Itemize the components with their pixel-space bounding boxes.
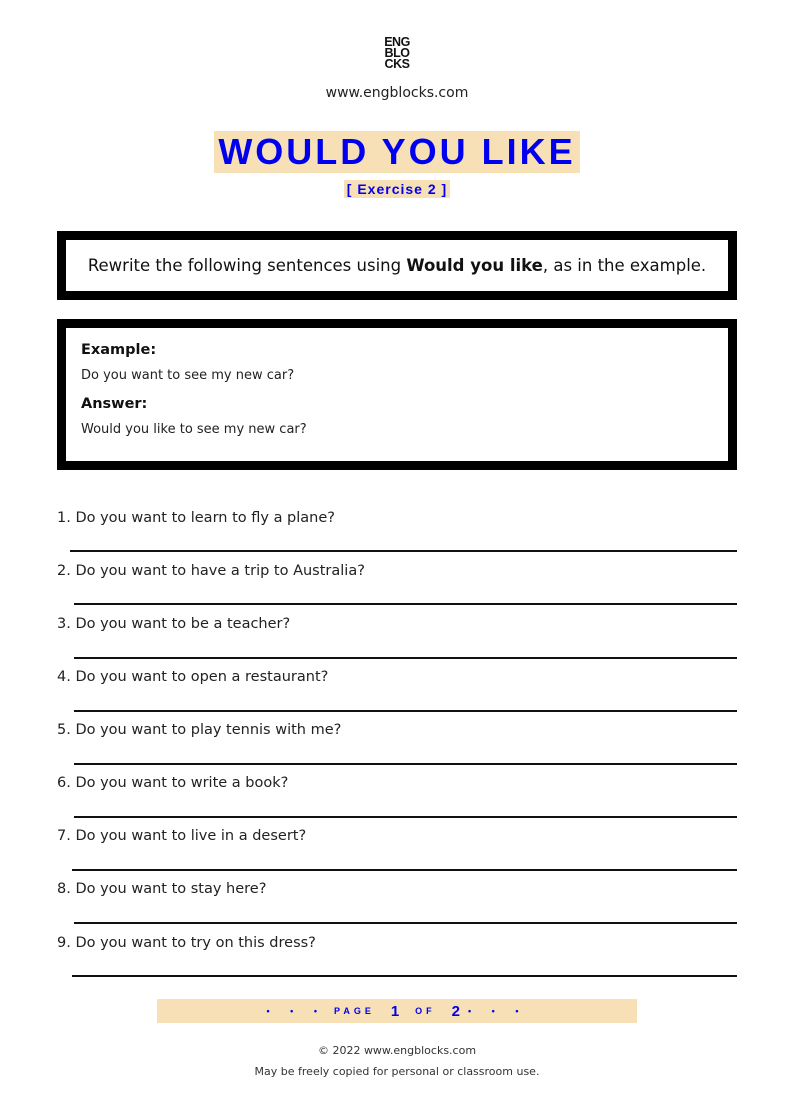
answer-text: Would you like to see my new car? — [81, 422, 307, 437]
page-current: 1 — [390, 1002, 400, 1020]
answer-line-9 — [72, 975, 737, 977]
instruction-text — [88, 256, 706, 275]
example-box — [57, 319, 737, 470]
engblocks-logo — [384, 37, 410, 70]
logo-line-2: BLO — [384, 46, 410, 60]
subtitle-wrap — [0, 180, 794, 198]
page-indicator — [157, 999, 637, 1023]
answer-line-3 — [74, 657, 737, 659]
answer-line-6 — [74, 816, 737, 818]
instruction-after: , as in the example. — [542, 256, 707, 275]
exercise-subtitle: [ Exercise 2 ] — [344, 180, 450, 198]
worksheet-title: WOULD YOU LIKE — [214, 131, 579, 173]
page-word: PAGE — [333, 1006, 375, 1016]
example-text: Do you want to see my new car? — [81, 368, 295, 383]
usage-note: May be freely copied for personal or classroom use. — [254, 1065, 540, 1078]
answer-line-1 — [70, 550, 737, 552]
page-total: 2 — [451, 1002, 461, 1020]
instruction-before: Rewrite the following sentences using — [87, 256, 407, 275]
logo — [0, 37, 794, 70]
site-url: www.engblocks.com — [325, 85, 469, 101]
question-6: 6. Do you want to write a book? — [57, 775, 289, 791]
question-9: 9. Do you want to try on this dress? — [57, 935, 316, 951]
page-dots-right: • • • — [468, 1006, 528, 1016]
answer-line-2 — [74, 603, 737, 605]
instruction-bold: Would you like — [406, 256, 543, 275]
example-label: Example: — [81, 342, 157, 358]
question-5: 5. Do you want to play tennis with me? — [57, 722, 342, 738]
of-word: OF — [415, 1006, 436, 1016]
question-4: 4. Do you want to open a restaurant? — [57, 669, 329, 685]
logo-line-1: ENG — [384, 35, 410, 49]
answer-line-5 — [74, 763, 737, 765]
instruction-box — [57, 231, 737, 300]
copyright: © 2022 www.engblocks.com — [317, 1044, 477, 1057]
answer-line-4 — [74, 710, 737, 712]
question-7: 7. Do you want to live in a desert? — [57, 828, 307, 844]
question-1: 1. Do you want to learn to fly a plane? — [57, 510, 335, 526]
page-dots-left: • • • — [266, 1006, 326, 1016]
question-3: 3. Do you want to be a teacher? — [57, 616, 291, 632]
question-2: 2. Do you want to have a trip to Australia? — [57, 563, 365, 579]
title-wrap — [0, 131, 794, 173]
answer-line-8 — [74, 922, 737, 924]
logo-line-3: CKS — [384, 57, 410, 71]
question-8: 8. Do you want to stay here? — [57, 881, 267, 897]
answer-label: Answer: — [81, 396, 148, 412]
answer-line-7 — [72, 869, 737, 871]
